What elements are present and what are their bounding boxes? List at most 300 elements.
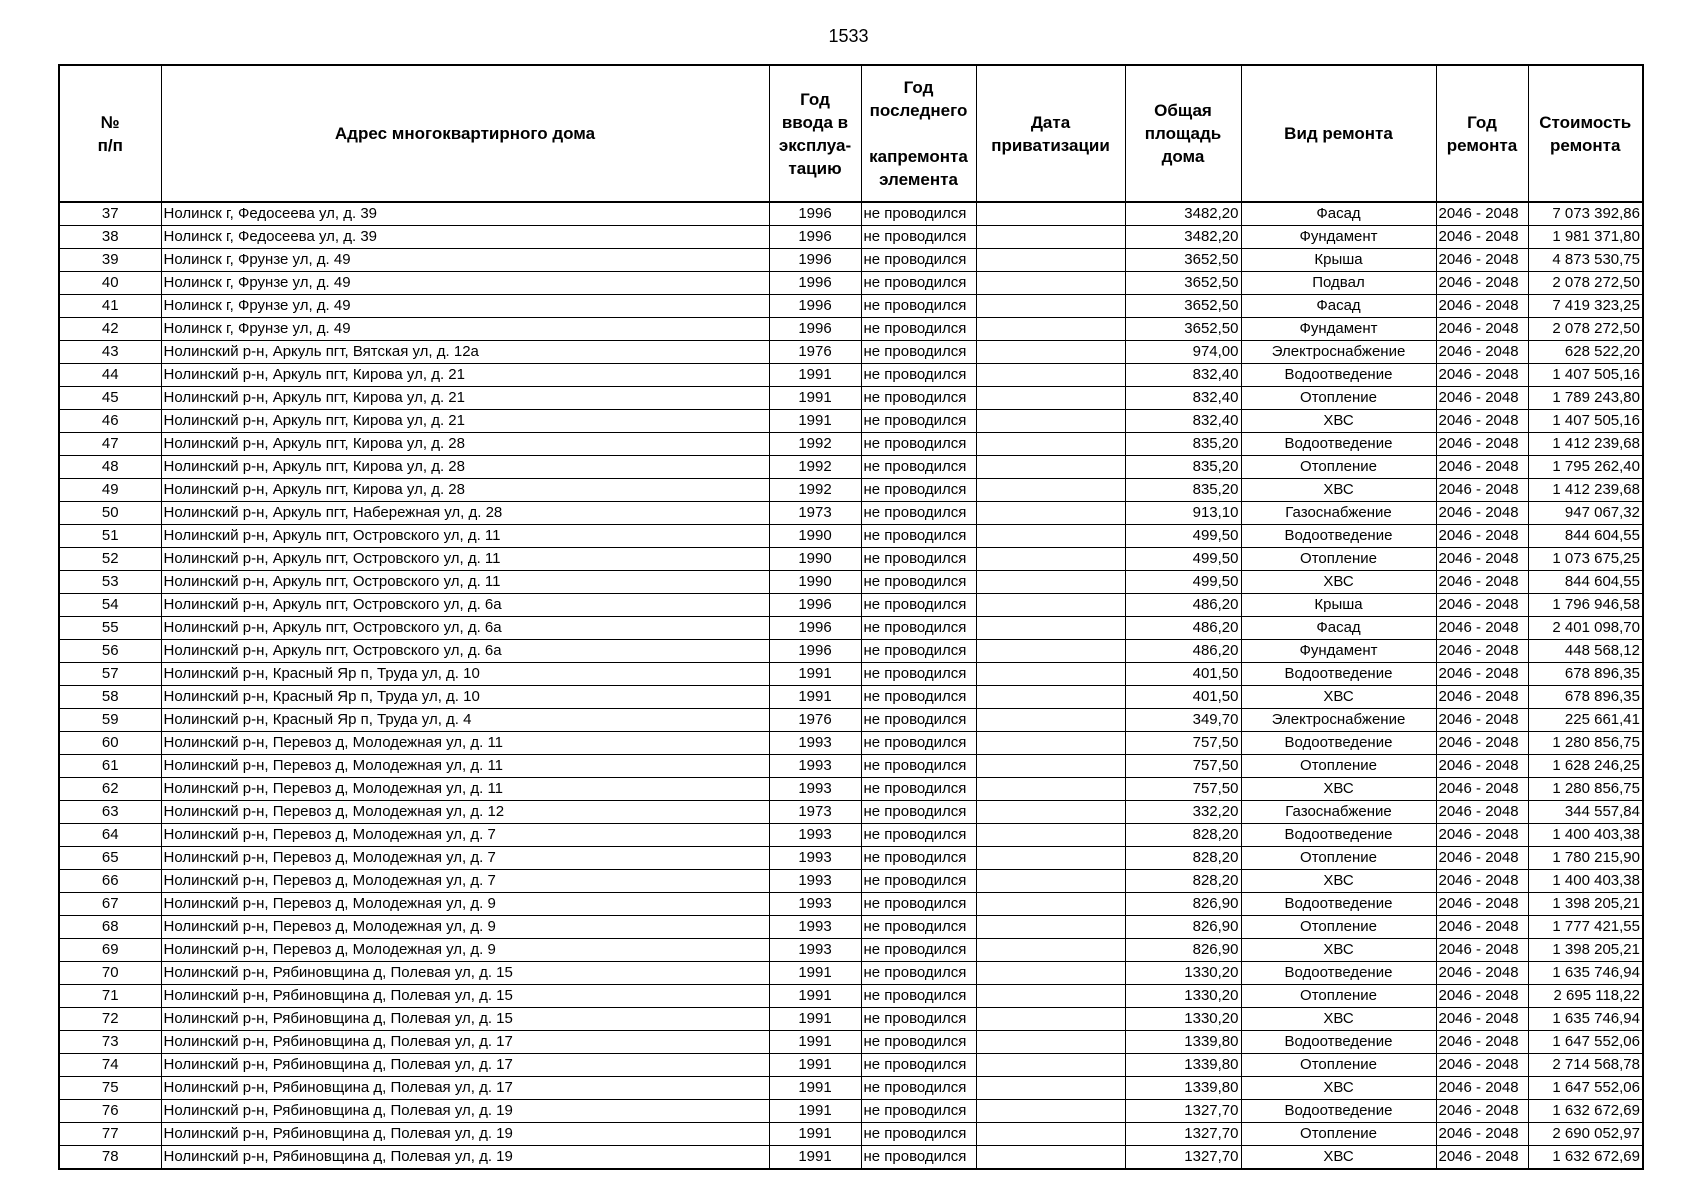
cell-repair-type: Фасад	[1241, 202, 1436, 226]
cell-privatization	[976, 433, 1125, 456]
cell-address: Нолинский р-н, Перевоз д, Молодежная ул, д. 9	[161, 893, 769, 916]
cell-last-repair: не проводился	[861, 663, 976, 686]
cell-last-repair: не проводился	[861, 755, 976, 778]
cell-repair-type: ХВС	[1241, 686, 1436, 709]
cell-cost: 678 896,35	[1528, 663, 1643, 686]
table-row	[59, 1146, 1643, 1170]
cell-last-repair: не проводился	[861, 364, 976, 387]
cell-repair-year: 2046 - 2048	[1436, 732, 1528, 755]
cell-last-repair: не проводился	[861, 870, 976, 893]
table-row	[59, 479, 1643, 502]
cell-year-commissioned: 1990	[769, 525, 861, 548]
cell-address: Нолинск г, Фрунзе ул, д. 49	[161, 272, 769, 295]
cell-privatization	[976, 1100, 1125, 1123]
table-row	[59, 1100, 1643, 1123]
cell-repair-year: 2046 - 2048	[1436, 226, 1528, 249]
cell-privatization	[976, 640, 1125, 663]
cell-cost: 7 073 392,86	[1528, 202, 1643, 226]
cell-num: 73	[59, 1031, 161, 1054]
cell-repair-type: Газоснабжение	[1241, 801, 1436, 824]
cell-cost: 1 073 675,25	[1528, 548, 1643, 571]
cell-num: 55	[59, 617, 161, 640]
cell-privatization	[976, 594, 1125, 617]
cell-last-repair: не проводился	[861, 479, 976, 502]
cell-year-commissioned: 1973	[769, 502, 861, 525]
cell-repair-year: 2046 - 2048	[1436, 1100, 1528, 1123]
cell-cost: 1 632 672,69	[1528, 1146, 1643, 1170]
cell-privatization	[976, 870, 1125, 893]
cell-address: Нолинский р-н, Перевоз д, Молодежная ул, д. 11	[161, 778, 769, 801]
cell-num: 45	[59, 387, 161, 410]
cell-privatization	[976, 893, 1125, 916]
cell-cost: 1 407 505,16	[1528, 364, 1643, 387]
cell-year-commissioned: 1996	[769, 318, 861, 341]
cell-area: 486,20	[1125, 594, 1241, 617]
cell-repair-year: 2046 - 2048	[1436, 893, 1528, 916]
cell-address: Нолинский р-н, Перевоз д, Молодежная ул, д. 9	[161, 939, 769, 962]
cell-privatization	[976, 847, 1125, 870]
cell-num: 47	[59, 433, 161, 456]
cell-repair-year: 2046 - 2048	[1436, 456, 1528, 479]
cell-privatization	[976, 709, 1125, 732]
cell-repair-year: 2046 - 2048	[1436, 202, 1528, 226]
table-row	[59, 939, 1643, 962]
cell-last-repair: не проводился	[861, 1008, 976, 1031]
cell-repair-type: Водоотведение	[1241, 1031, 1436, 1054]
cell-address: Нолинский р-н, Перевоз д, Молодежная ул, д. 9	[161, 916, 769, 939]
cell-repair-type: ХВС	[1241, 778, 1436, 801]
cell-address: Нолинский р-н, Рябиновщина д, Полевая ул, д. 17	[161, 1077, 769, 1100]
page-number: 1533	[828, 26, 869, 46]
cell-last-repair: не проводился	[861, 433, 976, 456]
cell-privatization	[976, 226, 1125, 249]
header-address: Адрес многоквартирного дома	[161, 65, 769, 202]
cell-area: 349,70	[1125, 709, 1241, 732]
cell-repair-type: Отопление	[1241, 456, 1436, 479]
header-cost: Стоимость ремонта	[1528, 65, 1643, 202]
cell-num: 41	[59, 295, 161, 318]
cell-area: 826,90	[1125, 893, 1241, 916]
cell-year-commissioned: 1991	[769, 962, 861, 985]
cell-address: Нолинский р-н, Рябиновщина д, Полевая ул, д. 19	[161, 1100, 769, 1123]
cell-area: 826,90	[1125, 939, 1241, 962]
cell-repair-type: Водоотведение	[1241, 663, 1436, 686]
cell-area: 1330,20	[1125, 962, 1241, 985]
cell-num: 63	[59, 801, 161, 824]
cell-repair-year: 2046 - 2048	[1436, 778, 1528, 801]
cell-address: Нолинский р-н, Перевоз д, Молодежная ул, д. 7	[161, 847, 769, 870]
cell-year-commissioned: 1993	[769, 939, 861, 962]
cell-repair-type: Отопление	[1241, 387, 1436, 410]
cell-year-commissioned: 1991	[769, 1100, 861, 1123]
cell-num: 40	[59, 272, 161, 295]
table-row	[59, 801, 1643, 824]
cell-address: Нолинский р-н, Аркуль пгт, Кирова ул, д. 28	[161, 479, 769, 502]
cell-privatization	[976, 778, 1125, 801]
cell-area: 974,00	[1125, 341, 1241, 364]
cell-repair-year: 2046 - 2048	[1436, 985, 1528, 1008]
cell-repair-year: 2046 - 2048	[1436, 1008, 1528, 1031]
cell-num: 78	[59, 1146, 161, 1170]
table-row	[59, 824, 1643, 847]
cell-repair-type: Водоотведение	[1241, 433, 1436, 456]
cell-privatization	[976, 939, 1125, 962]
cell-repair-year: 2046 - 2048	[1436, 318, 1528, 341]
table-row	[59, 985, 1643, 1008]
cell-repair-type: Водоотведение	[1241, 1100, 1436, 1123]
cell-last-repair: не проводился	[861, 410, 976, 433]
cell-repair-year: 2046 - 2048	[1436, 1077, 1528, 1100]
table-row	[59, 617, 1643, 640]
cell-last-repair: не проводился	[861, 778, 976, 801]
cell-last-repair: не проводился	[861, 202, 976, 226]
cell-area: 499,50	[1125, 548, 1241, 571]
cell-repair-year: 2046 - 2048	[1436, 916, 1528, 939]
cell-area: 828,20	[1125, 847, 1241, 870]
cell-num: 46	[59, 410, 161, 433]
cell-privatization	[976, 364, 1125, 387]
cell-repair-year: 2046 - 2048	[1436, 1123, 1528, 1146]
cell-year-commissioned: 1991	[769, 410, 861, 433]
cell-area: 1339,80	[1125, 1031, 1241, 1054]
cell-address: Нолинский р-н, Аркуль пгт, Вятская ул, д. 12а	[161, 341, 769, 364]
cell-year-commissioned: 1991	[769, 1146, 861, 1170]
cell-last-repair: не проводился	[861, 709, 976, 732]
cell-year-commissioned: 1996	[769, 617, 861, 640]
cell-repair-year: 2046 - 2048	[1436, 249, 1528, 272]
cell-year-commissioned: 1992	[769, 479, 861, 502]
cell-area: 826,90	[1125, 916, 1241, 939]
cell-last-repair: не проводился	[861, 916, 976, 939]
cell-area: 835,20	[1125, 433, 1241, 456]
cell-privatization	[976, 410, 1125, 433]
cell-privatization	[976, 202, 1125, 226]
cell-address: Нолинский р-н, Рябиновщина д, Полевая ул, д. 15	[161, 985, 769, 1008]
cell-privatization	[976, 1054, 1125, 1077]
cell-privatization	[976, 318, 1125, 341]
cell-privatization	[976, 571, 1125, 594]
cell-last-repair: не проводился	[861, 571, 976, 594]
cell-num: 42	[59, 318, 161, 341]
cell-repair-type: ХВС	[1241, 1146, 1436, 1170]
cell-cost: 1 796 946,58	[1528, 594, 1643, 617]
cell-repair-year: 2046 - 2048	[1436, 824, 1528, 847]
cell-last-repair: не проводился	[861, 617, 976, 640]
cell-privatization	[976, 1146, 1125, 1170]
cell-year-commissioned: 1996	[769, 640, 861, 663]
cell-num: 74	[59, 1054, 161, 1077]
cell-repair-type: ХВС	[1241, 870, 1436, 893]
cell-cost: 2 078 272,50	[1528, 318, 1643, 341]
cell-repair-type: Водоотведение	[1241, 893, 1436, 916]
cell-address: Нолинский р-н, Рябиновщина д, Полевая ул, д. 19	[161, 1146, 769, 1170]
cell-repair-type: Фасад	[1241, 617, 1436, 640]
header-repair-year: Год ремонта	[1436, 65, 1528, 202]
cell-repair-type: Водоотведение	[1241, 732, 1436, 755]
table-row	[59, 778, 1643, 801]
cell-area: 332,20	[1125, 801, 1241, 824]
cell-num: 53	[59, 571, 161, 594]
cell-privatization	[976, 479, 1125, 502]
cell-repair-type: ХВС	[1241, 571, 1436, 594]
cell-repair-year: 2046 - 2048	[1436, 847, 1528, 870]
cell-repair-year: 2046 - 2048	[1436, 594, 1528, 617]
cell-privatization	[976, 295, 1125, 318]
cell-area: 757,50	[1125, 778, 1241, 801]
cell-privatization	[976, 456, 1125, 479]
cell-area: 3652,50	[1125, 295, 1241, 318]
cell-area: 835,20	[1125, 456, 1241, 479]
cell-address: Нолинский р-н, Аркуль пгт, Кирова ул, д. 28	[161, 433, 769, 456]
header-last-repair: Год последнего капремонта элемента	[861, 65, 976, 202]
cell-repair-type: Фундамент	[1241, 226, 1436, 249]
cell-address: Нолинский р-н, Аркуль пгт, Набережная ул, д. 28	[161, 502, 769, 525]
table-row	[59, 893, 1643, 916]
cell-address: Нолинский р-н, Перевоз д, Молодежная ул, д. 7	[161, 824, 769, 847]
cell-cost: 1 635 746,94	[1528, 1008, 1643, 1031]
cell-repair-type: ХВС	[1241, 939, 1436, 962]
cell-cost: 1 398 205,21	[1528, 893, 1643, 916]
cell-last-repair: не проводился	[861, 640, 976, 663]
table-row	[59, 456, 1643, 479]
table-body	[59, 202, 1643, 1169]
table-row	[59, 571, 1643, 594]
cell-area: 1330,20	[1125, 985, 1241, 1008]
cell-cost: 2 401 098,70	[1528, 617, 1643, 640]
cell-last-repair: не проводился	[861, 502, 976, 525]
cell-repair-type: Водоотведение	[1241, 962, 1436, 985]
cell-repair-type: Отопление	[1241, 548, 1436, 571]
cell-privatization	[976, 387, 1125, 410]
cell-repair-type: Фундамент	[1241, 318, 1436, 341]
cell-last-repair: не проводился	[861, 249, 976, 272]
table-row	[59, 502, 1643, 525]
cell-repair-year: 2046 - 2048	[1436, 1031, 1528, 1054]
cell-year-commissioned: 1973	[769, 801, 861, 824]
table-row	[59, 410, 1643, 433]
cell-year-commissioned: 1993	[769, 732, 861, 755]
cell-num: 71	[59, 985, 161, 1008]
cell-address: Нолинский р-н, Аркуль пгт, Островского ул, д. 11	[161, 548, 769, 571]
cell-year-commissioned: 1976	[769, 709, 861, 732]
cell-privatization	[976, 1031, 1125, 1054]
cell-num: 38	[59, 226, 161, 249]
cell-num: 64	[59, 824, 161, 847]
table-row	[59, 1008, 1643, 1031]
cell-area: 486,20	[1125, 640, 1241, 663]
cell-last-repair: не проводился	[861, 732, 976, 755]
cell-num: 66	[59, 870, 161, 893]
cell-address: Нолинский р-н, Рябиновщина д, Полевая ул, д. 19	[161, 1123, 769, 1146]
cell-privatization	[976, 801, 1125, 824]
cell-num: 60	[59, 732, 161, 755]
cell-cost: 1 280 856,75	[1528, 778, 1643, 801]
cell-cost: 1 398 205,21	[1528, 939, 1643, 962]
repair-registry-table	[58, 64, 1644, 1170]
cell-last-repair: не проводился	[861, 341, 976, 364]
cell-last-repair: не проводился	[861, 295, 976, 318]
table-row	[59, 249, 1643, 272]
cell-cost: 1 400 403,38	[1528, 824, 1643, 847]
cell-cost: 1 632 672,69	[1528, 1100, 1643, 1123]
cell-repair-year: 2046 - 2048	[1436, 272, 1528, 295]
cell-area: 828,20	[1125, 870, 1241, 893]
cell-repair-type: Фасад	[1241, 295, 1436, 318]
cell-year-commissioned: 1990	[769, 571, 861, 594]
cell-area: 3482,20	[1125, 202, 1241, 226]
cell-address: Нолинский р-н, Аркуль пгт, Кирова ул, д. 21	[161, 364, 769, 387]
header-privatization: Дата приватизации	[976, 65, 1125, 202]
table-row	[59, 732, 1643, 755]
cell-cost: 947 067,32	[1528, 502, 1643, 525]
cell-area: 401,50	[1125, 663, 1241, 686]
cell-num: 75	[59, 1077, 161, 1100]
cell-last-repair: не проводился	[861, 525, 976, 548]
cell-area: 832,40	[1125, 387, 1241, 410]
cell-cost: 2 078 272,50	[1528, 272, 1643, 295]
cell-repair-type: ХВС	[1241, 1008, 1436, 1031]
cell-repair-type: Отопление	[1241, 1123, 1436, 1146]
cell-year-commissioned: 1992	[769, 456, 861, 479]
cell-cost: 1 777 421,55	[1528, 916, 1643, 939]
cell-area: 499,50	[1125, 571, 1241, 594]
cell-area: 913,10	[1125, 502, 1241, 525]
cell-address: Нолинский р-н, Аркуль пгт, Кирова ул, д. 28	[161, 456, 769, 479]
cell-address: Нолинский р-н, Рябиновщина д, Полевая ул, д. 17	[161, 1031, 769, 1054]
cell-num: 62	[59, 778, 161, 801]
cell-area: 1339,80	[1125, 1054, 1241, 1077]
cell-repair-year: 2046 - 2048	[1436, 686, 1528, 709]
table-row	[59, 548, 1643, 571]
cell-repair-type: Водоотведение	[1241, 824, 1436, 847]
cell-area: 3652,50	[1125, 249, 1241, 272]
table-row	[59, 847, 1643, 870]
table-header	[59, 65, 1643, 202]
cell-last-repair: не проводился	[861, 456, 976, 479]
table-row	[59, 318, 1643, 341]
cell-year-commissioned: 1991	[769, 663, 861, 686]
cell-repair-year: 2046 - 2048	[1436, 364, 1528, 387]
cell-address: Нолинский р-н, Аркуль пгт, Островского ул, д. 6а	[161, 594, 769, 617]
cell-address: Нолинск г, Фрунзе ул, д. 49	[161, 318, 769, 341]
cell-num: 39	[59, 249, 161, 272]
cell-num: 61	[59, 755, 161, 778]
table-row	[59, 202, 1643, 226]
cell-area: 3652,50	[1125, 318, 1241, 341]
cell-year-commissioned: 1991	[769, 1123, 861, 1146]
cell-address: Нолинский р-н, Аркуль пгт, Островского ул, д. 6а	[161, 617, 769, 640]
cell-repair-year: 2046 - 2048	[1436, 525, 1528, 548]
cell-num: 56	[59, 640, 161, 663]
cell-last-repair: не проводился	[861, 801, 976, 824]
cell-repair-year: 2046 - 2048	[1436, 548, 1528, 571]
cell-repair-year: 2046 - 2048	[1436, 571, 1528, 594]
cell-repair-year: 2046 - 2048	[1436, 387, 1528, 410]
cell-repair-type: Отопление	[1241, 985, 1436, 1008]
cell-area: 828,20	[1125, 824, 1241, 847]
cell-repair-type: Крыша	[1241, 249, 1436, 272]
table-row	[59, 387, 1643, 410]
cell-privatization	[976, 916, 1125, 939]
cell-repair-type: Фундамент	[1241, 640, 1436, 663]
cell-num: 59	[59, 709, 161, 732]
cell-last-repair: не проводился	[861, 847, 976, 870]
cell-num: 68	[59, 916, 161, 939]
cell-address: Нолинский р-н, Аркуль пгт, Островского ул, д. 6а	[161, 640, 769, 663]
cell-cost: 628 522,20	[1528, 341, 1643, 364]
cell-privatization	[976, 824, 1125, 847]
cell-area: 486,20	[1125, 617, 1241, 640]
cell-num: 72	[59, 1008, 161, 1031]
cell-year-commissioned: 1991	[769, 985, 861, 1008]
cell-privatization	[976, 663, 1125, 686]
cell-year-commissioned: 1993	[769, 824, 861, 847]
cell-cost: 1 981 371,80	[1528, 226, 1643, 249]
cell-address: Нолинский р-н, Аркуль пгт, Кирова ул, д. 21	[161, 410, 769, 433]
cell-area: 1339,80	[1125, 1077, 1241, 1100]
table-row	[59, 525, 1643, 548]
cell-num: 48	[59, 456, 161, 479]
cell-cost: 1 400 403,38	[1528, 870, 1643, 893]
cell-privatization	[976, 985, 1125, 1008]
cell-num: 54	[59, 594, 161, 617]
cell-last-repair: не проводился	[861, 939, 976, 962]
cell-year-commissioned: 1991	[769, 1077, 861, 1100]
cell-year-commissioned: 1976	[769, 341, 861, 364]
cell-address: Нолинск г, Федосеева ул, д. 39	[161, 226, 769, 249]
cell-cost: 844 604,55	[1528, 525, 1643, 548]
cell-address: Нолинский р-н, Красный Яр п, Труда ул, д. 4	[161, 709, 769, 732]
table-row	[59, 962, 1643, 985]
table-row	[59, 916, 1643, 939]
cell-privatization	[976, 249, 1125, 272]
cell-privatization	[976, 548, 1125, 571]
table-row	[59, 755, 1643, 778]
cell-repair-year: 2046 - 2048	[1436, 479, 1528, 502]
cell-repair-year: 2046 - 2048	[1436, 433, 1528, 456]
cell-num: 44	[59, 364, 161, 387]
cell-area: 1327,70	[1125, 1123, 1241, 1146]
cell-repair-type: Отопление	[1241, 1054, 1436, 1077]
cell-last-repair: не проводился	[861, 594, 976, 617]
cell-repair-type: ХВС	[1241, 1077, 1436, 1100]
cell-year-commissioned: 1993	[769, 778, 861, 801]
cell-privatization	[976, 502, 1125, 525]
cell-year-commissioned: 1996	[769, 249, 861, 272]
cell-repair-type: Водоотведение	[1241, 525, 1436, 548]
cell-cost: 1 795 262,40	[1528, 456, 1643, 479]
cell-num: 70	[59, 962, 161, 985]
table-row	[59, 272, 1643, 295]
cell-num: 76	[59, 1100, 161, 1123]
cell-cost: 1 412 239,68	[1528, 479, 1643, 502]
cell-repair-type: Крыша	[1241, 594, 1436, 617]
cell-area: 832,40	[1125, 410, 1241, 433]
cell-year-commissioned: 1996	[769, 202, 861, 226]
table-row	[59, 1123, 1643, 1146]
cell-year-commissioned: 1993	[769, 847, 861, 870]
cell-last-repair: не проводился	[861, 686, 976, 709]
cell-last-repair: не проводился	[861, 1031, 976, 1054]
cell-year-commissioned: 1992	[769, 433, 861, 456]
cell-repair-type: Электроснабжение	[1241, 341, 1436, 364]
cell-num: 69	[59, 939, 161, 962]
cell-repair-type: Отопление	[1241, 755, 1436, 778]
cell-last-repair: не проводился	[861, 1077, 976, 1100]
cell-cost: 2 690 052,97	[1528, 1123, 1643, 1146]
cell-address: Нолинск г, Федосеева ул, д. 39	[161, 202, 769, 226]
cell-area: 499,50	[1125, 525, 1241, 548]
